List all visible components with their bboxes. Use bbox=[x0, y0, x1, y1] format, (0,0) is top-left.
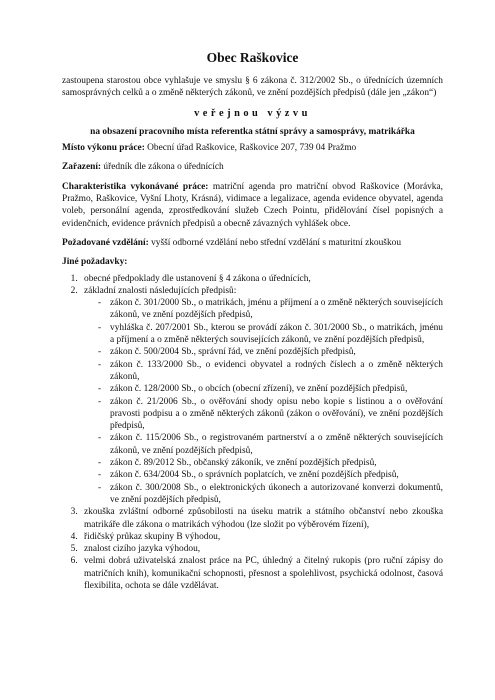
other-requirements-label: Jiné požadavky: bbox=[62, 257, 128, 268]
position-subtitle: na obsazení pracovního místa referentka státní správy a samosprávy, matrikářka bbox=[90, 126, 415, 137]
dash-bullet: - bbox=[98, 359, 102, 370]
dash-bullet: - bbox=[98, 470, 102, 481]
requirement-item: 6. velmi dobrá uživatelská znalost práce na PC, úhledný a čitelný rukopis (pro ruční zápisy do matričních knih), komunikační schopnosti, přesnost a spolehlivost, psychická odolnost, časová flexibilita, ochota se dále vzdělávat. bbox=[80, 555, 443, 592]
requirement-item: 1. obecné předpoklady dle ustanovení § 4 zákona o úřednících, bbox=[80, 273, 443, 285]
dash-bullet: - bbox=[98, 396, 102, 407]
classification-value: úředník dle zákona o úřednících bbox=[101, 162, 224, 173]
law-item: - zákon č. 128/2000 Sb., o obcích (obecní zřízení), ve znění pozdějších předpisů, bbox=[98, 384, 408, 395]
dash-bullet: - bbox=[98, 322, 102, 333]
law-item: - zákon č. 301/2000 Sb., o matrikách, jménu a příjmení a o změně některých souvisejících zákonů, ve znění pozdějších předpisů, bbox=[98, 298, 443, 321]
education-value: vyšší odborné vzdělání nebo střední vzdělání s maturitní zkouškou bbox=[148, 237, 402, 248]
laws-list bbox=[84, 297, 443, 506]
work-place-label: Místo výkonu práce: bbox=[62, 143, 145, 154]
dash-bullet: - bbox=[98, 384, 102, 395]
dash-bullet: - bbox=[98, 458, 102, 469]
work-place-value: Obecní úřad Raškovice, Raškovice 207, 739 04 Pražmo bbox=[144, 143, 357, 154]
requirement-item: 2. základní znalosti následujících předpisů: - zákon č. 301/2000 Sb., o matrikách, jménu a příjmení a o změně některých souvisejících zákonů, ve znění pozdějších předpisů, - vyhláška č. 207/2001 Sb., kterou se provádí zákon č. 301/2000 Sb., o matrikách, jménu a příjmení a o změně některých souvisejících zákonů, ve znění pozdějších předpisů, - zákon č. 500/2004 Sb., správní řád, ve znění pozdějších předpisů, - zákon č. 133/2000 Sb., o evidenci obyvatel a rodných číslech a o změně některých zákonů, - zákon č. 128/2000 Sb., o obcích (obecní zřízení), ve znění pozdějších předpisů, - zákon č. 21/2006 Sb., o ověřování shody opisu nebo kopie s listinou a o ověřování pravosti podpisu a o změně některých zákonů (zákon o ověřování), ve znění pozdějších předpisů, - zákon č. 115/2006 Sb., o registrovaném partnerství a o změně některých souvisejících zákonů, ve znění pozdějších předpisů, - zákon č. 89/2012 Sb., občanský zákoník, ve znění pozdějších předpisů, - zákon č. 634/2004 Sb., o správních poplatcích, ve znění pozdějších předpisů, - zákon č. 300/2008 Sb., o elektronických úkonech a autorizované konverzi dokumentů, ve znění pozdějších předpisů, bbox=[80, 285, 443, 506]
dash-bullet: - bbox=[98, 433, 102, 444]
intro-paragraph: zastoupena starostou obce vyhlašuje ve smyslu § 6 zákona č. 312/2002 Sb., o úřednících územních samosprávných celků a o změně některých zákonů, ve znění pozdějších předpisů (dále jen „zákon“) bbox=[62, 76, 443, 99]
law-item: - zákon č. 89/2012 Sb., občanský zákoník, ve znění pozdějších předpisů, bbox=[98, 458, 377, 469]
dash-bullet: - bbox=[98, 482, 102, 493]
education-field bbox=[62, 237, 443, 249]
requirement-item: 4. řidičský průkaz skupiny B výhodou, bbox=[80, 531, 443, 543]
law-item: - zákon č. 133/2000 Sb., o evidenci obyvatel a rodných číslech a o změně některých zákonů, bbox=[98, 359, 443, 382]
characteristics-field bbox=[62, 181, 443, 230]
requirements-list bbox=[62, 273, 443, 593]
law-item: - zákon č. 300/2008 Sb., o elektronických úkonech a autorizované konverzi dokumentů, ve znění pozdějších předpisů, bbox=[98, 482, 443, 505]
law-item: - zákon č. 115/2006 Sb., o registrovaném partnerství a o změně některých souvisejících zákonů, ve znění pozdějších předpisů, bbox=[98, 433, 443, 456]
classification-label: Zařazení: bbox=[62, 162, 102, 173]
page-title: Obec Raškovice bbox=[206, 50, 299, 65]
law-item: - zákon č. 634/2004 Sb., o správních poplatcích, ve znění pozdějších předpisů, bbox=[98, 470, 399, 481]
dash-bullet: - bbox=[98, 347, 102, 358]
requirement-item: 3. zkouška zvláštní odborné způsobilosti na úseku matrik a státního občanství nebo zkouška matrikáře dle zákona o matrikách výhodou (lze složit po výběrovém řízení), bbox=[80, 506, 443, 531]
law-item: - zákon č. 21/2006 Sb., o ověřování shody opisu nebo kopie s listinou a o ověřování pravosti podpisu a o změně některých zákonů (zákon o ověřování), ve znění pozdějších předpisů, bbox=[98, 396, 443, 432]
law-item: - vyhláška č. 207/2001 Sb., kterou se provádí zákon č. 301/2000 Sb., o matrikách, jménu a příjmení a o změně některých souvisejících zákonů, ve znění pozdějších předpisů, bbox=[98, 322, 443, 346]
law-item: - zákon č. 500/2004 Sb., správní řád, ve znění pozdějších předpisů, bbox=[98, 347, 356, 358]
characteristics-label: Charakteristika vykonávané práce: bbox=[62, 181, 209, 192]
characteristics-value: matriční agenda pro matriční obvod Raškovice (Morávka, Pražmo, Raškovice, Vyšní Lhoty, Krásná), vidimace a legalizace, agenda evidence obyvatel, agenda voleb, personální agenda, zprostředkování služeb Czech Pointu, přidělování čísel popisných a evidenčních, evidence právních předpisů a obecně závazných vyhlášek obce. bbox=[62, 181, 443, 229]
work-place-field bbox=[62, 142, 443, 154]
dash-bullet: - bbox=[98, 298, 102, 309]
education-label: Požadované vzdělání: bbox=[62, 237, 149, 248]
classification-field bbox=[62, 161, 443, 173]
announcement-heading: veřejnou výzvu bbox=[194, 107, 311, 119]
requirement-item: 5. znalost cizího jazyka výhodou, bbox=[80, 543, 443, 555]
